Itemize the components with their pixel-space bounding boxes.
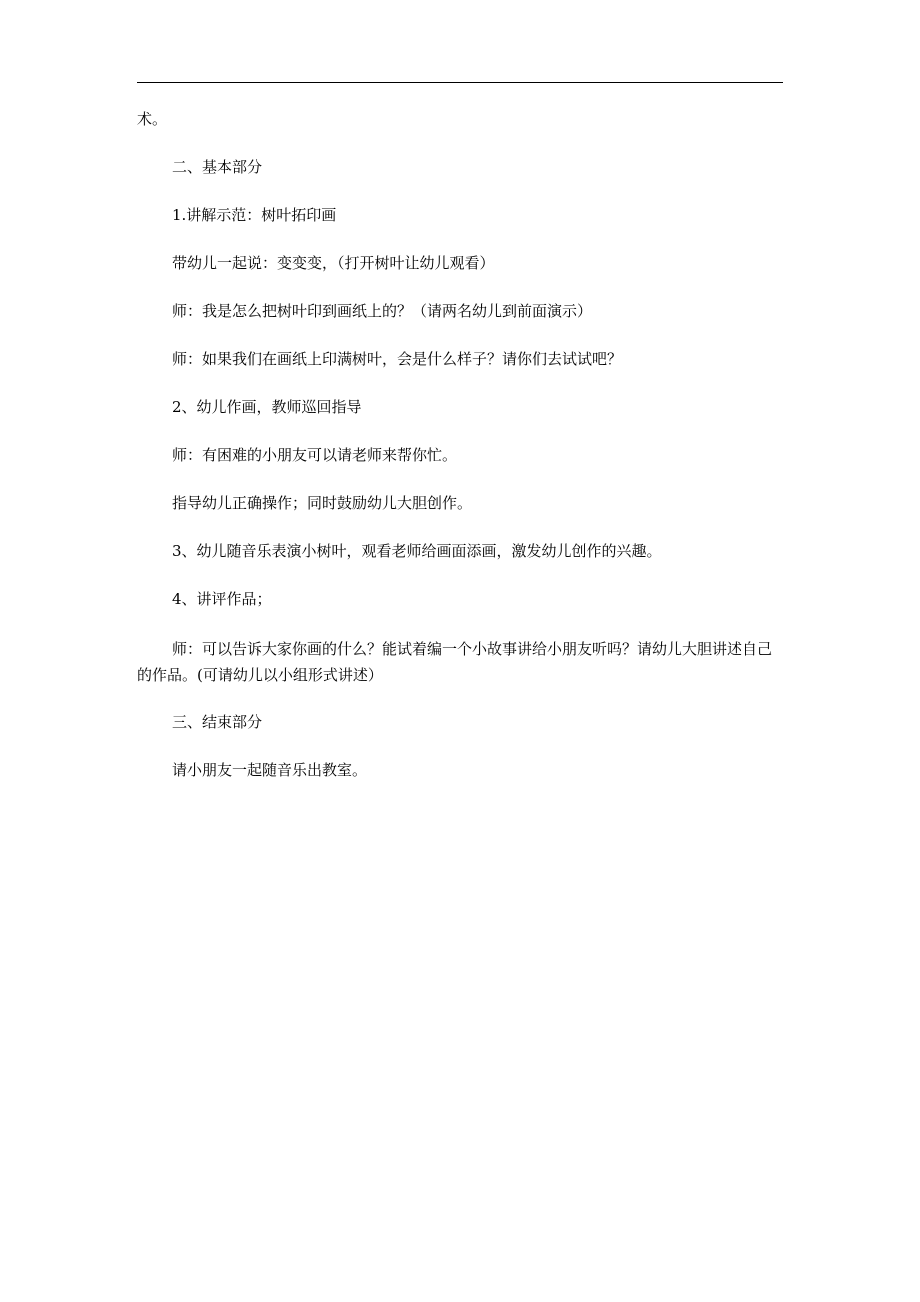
step-heading-4: 4、讲评作品； [172,590,272,608]
paragraph: 请小朋友一起随音乐出教室。 [172,761,368,779]
paragraph: 师：如果我们在画纸上印满树叶，会是什么样子？请你们去试试吧？ [172,350,623,368]
paragraph: 指导幼儿正确操作；同时鼓励幼儿大胆创作。 [172,494,473,512]
paragraph: 师：有困难的小朋友可以请老师来帮你忙。 [172,446,458,464]
section-heading-basic: 二、基本部分 [172,158,263,176]
section-heading-end: 三、结束部分 [172,713,263,731]
paragraph: 师：可以告诉大家你画的什么？能试着编一个小故事讲给小朋友听吗？请幼儿大胆讲述自己的作品。(可请幼儿以小组形式讲述） [137,640,773,684]
step-heading-2: 2、幼儿作画，教师巡回指导 [172,398,362,416]
paragraph-continuation: 术。 [137,110,168,128]
step-heading-3: 3、幼儿随音乐表演小树叶，观看老师给画面添画，激发幼儿创作的兴趣。 [172,542,662,560]
step-heading-1: 1.讲解示范：树叶拓印画 [172,206,337,224]
document-body [137,108,783,781]
paragraph: 带幼儿一起说：变变变，（打开树叶让幼儿观看） [172,254,495,272]
paragraph: 师：我是怎么把树叶印到画纸上的？（请两名幼儿到前面演示） [172,302,593,320]
header-rule [137,82,783,83]
